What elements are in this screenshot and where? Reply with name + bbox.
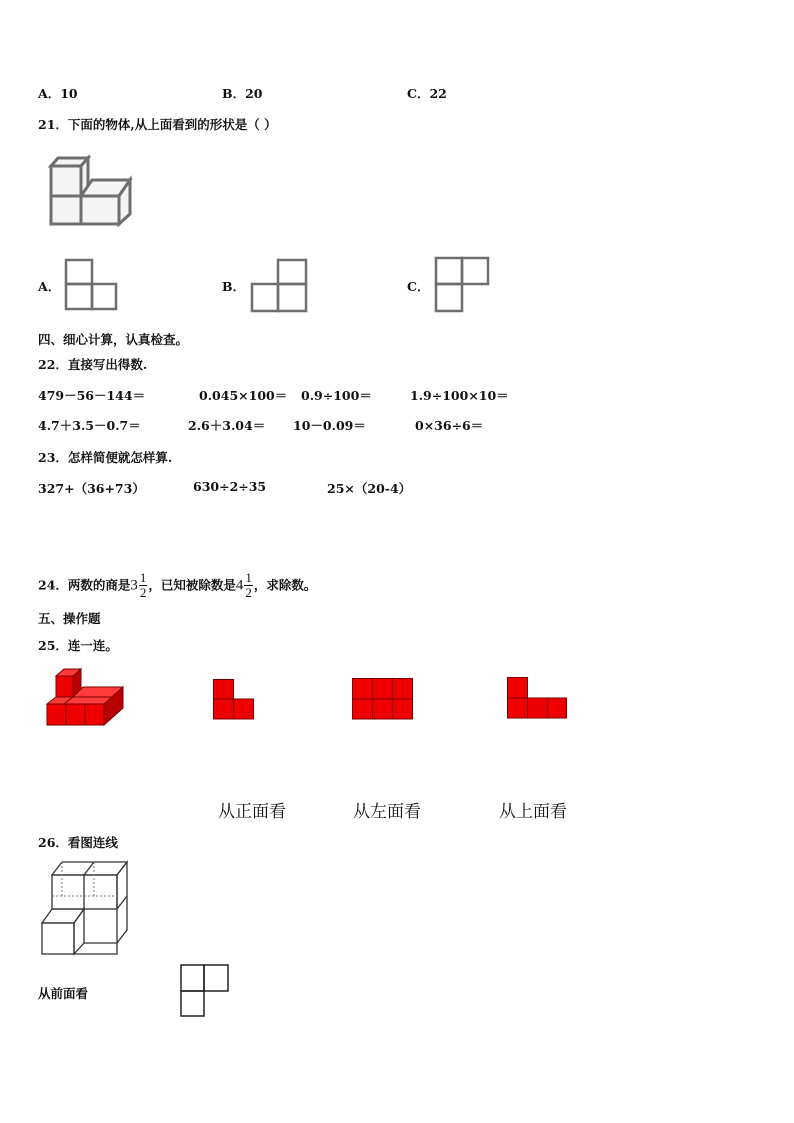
q24-frac1-num: 1: [139, 570, 147, 585]
q22-stem: 22．直接写出得数.: [38, 357, 148, 372]
q22-r1-c2: 0.045×100＝: [199, 388, 288, 403]
q25-red-solid: [46, 668, 128, 728]
q26-solid-figure: [40, 860, 132, 958]
q24-prefix: 24．两数的商是: [38, 577, 131, 593]
q22-r2-c2: 2.6＋3.04＝: [188, 418, 266, 433]
q26-view-shape: [180, 964, 232, 1020]
q21-option-c-shape: [434, 256, 492, 314]
q21-option-a-shape: [64, 258, 120, 314]
q23-item-3: 25×（20-4）: [327, 481, 412, 496]
q21-option-a-label: A．: [38, 279, 61, 294]
q24-suffix: ，求除数。: [253, 577, 317, 593]
q25-label-front: 从正面看: [218, 802, 286, 822]
q22-r1-c3: 0.9÷100＝: [301, 388, 372, 403]
q24-frac1-den: 2: [139, 585, 147, 600]
q21-solid-figure: [46, 152, 136, 228]
q26-label-front-view: 从前面看: [38, 986, 89, 1001]
section-5-heading: 五、操作题: [38, 611, 101, 626]
q25-stem: 25．连一连。: [38, 638, 118, 653]
q26-stem: 26．看图连线: [38, 835, 118, 850]
q22-r1-c4: 1.9÷100×10＝: [410, 388, 509, 403]
q24-frac2: [244, 571, 253, 600]
q22-r2-c4: 0×36÷6＝: [415, 418, 484, 433]
q22-r1-c1: 479－56－144＝: [38, 388, 146, 403]
q20-option-b: B．20: [222, 86, 263, 101]
q25-view-shape-1: [213, 679, 257, 721]
q21-option-c-label: C．: [407, 279, 430, 294]
q24-frac2-den: 2: [245, 585, 252, 600]
q22-r2-c1: 4.7＋3.5－0.7＝: [38, 418, 141, 433]
q20-option-a: A．10: [38, 86, 78, 101]
q25-label-left: 从左面看: [353, 802, 421, 822]
q25-view-shape-3: [507, 677, 569, 720]
q23-stem: 23．怎样简便就怎样算.: [38, 450, 173, 465]
q23-item-1: 327+（36+73）: [38, 481, 145, 496]
q24-stem: [38, 567, 316, 604]
q24-frac1: [139, 571, 148, 600]
q25-view-shape-2: [352, 678, 414, 721]
q21-option-b-label: B．: [222, 279, 246, 294]
q25-label-top: 从上面看: [499, 802, 567, 822]
q24-middle: ，已知被除数是: [148, 577, 236, 593]
q21-option-b-shape: [250, 258, 310, 314]
q24-frac1-whole: 3: [130, 577, 138, 594]
q23-item-2: 630÷2÷35: [193, 479, 267, 494]
q22-r2-c3: 10－0.09＝: [293, 418, 366, 433]
q20-option-c: C．22: [407, 86, 447, 101]
q24-frac2-num: 1: [245, 570, 252, 585]
q21-stem: 21．下面的物体,从上面看到的形状是（ ）: [38, 117, 277, 132]
section-4-heading: 四、细心计算，认真检查。: [38, 332, 189, 347]
q24-frac2-whole: 4: [235, 577, 244, 594]
